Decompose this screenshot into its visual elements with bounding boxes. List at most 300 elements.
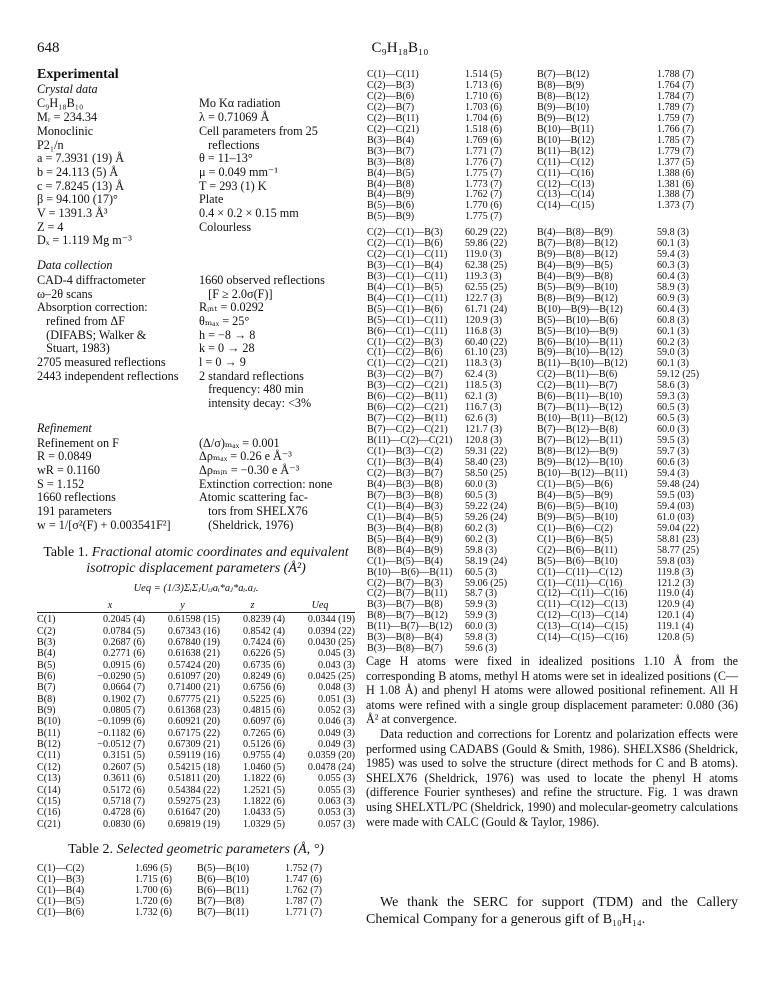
param-left: CAD-4 diffractometer — [37, 272, 146, 287]
geometry-value: 1.770 (6) — [465, 200, 503, 212]
geometry-value: 1.784 (7) — [657, 90, 695, 102]
geometry-value: 58.6 (3) — [657, 380, 689, 392]
table-cell: 0.049 (3) — [317, 727, 355, 739]
geometry-label: B(8)—B(12) — [537, 90, 590, 102]
table-row — [367, 546, 739, 557]
geometry-label: C(1)—B(5)—B(4) — [367, 555, 443, 567]
geometry-value: 59.5 (3) — [657, 435, 689, 447]
geometry-label: B(5)—C(1)—C(11) — [367, 314, 448, 326]
geometry-label: B(3)—C(1)—C(11) — [367, 270, 448, 282]
table1-formula: Ueq = (1/3)ΣᵢΣⱼUᵢⱼaᵢ*aⱼ*aᵢ.aⱼ. — [133, 583, 259, 594]
table-row — [37, 750, 355, 761]
geometry-label: C(1)—C(2)—B(6) — [367, 347, 443, 359]
geometry-label: C(2)—C(1)—B(3) — [367, 227, 443, 238]
table-cell: 1.0329 (5) — [242, 818, 285, 830]
param-left: ω–2θ scans — [37, 286, 93, 301]
table-cell: 0.0830 (6) — [102, 818, 145, 830]
geometry-label: B(4)—B(8)—B(9) — [537, 227, 613, 238]
geometry-value: 1.747 (6) — [285, 873, 323, 885]
geometry-value: 60.1 (3) — [657, 325, 689, 337]
geometry-value: 1.787 (7) — [285, 895, 323, 907]
geometry-value: 59.4 (3) — [657, 467, 689, 479]
atom-label: C(1) — [37, 614, 56, 626]
table-cell: 0.6735 (6) — [242, 659, 285, 671]
table-cell: 0.5126 (6) — [242, 739, 285, 751]
param-right: Δρₘᵢₙ = −0.30 e Å⁻³ — [199, 462, 300, 477]
param-left: 1660 reflections — [37, 490, 116, 505]
geometry-label: C(1)—C(2)—B(3) — [367, 336, 443, 348]
geometry-value: 1.771 (7) — [465, 145, 503, 157]
table1-rule — [37, 612, 355, 613]
running-title: C₉H₁₈B₁₀ — [371, 40, 429, 56]
geometry-label: C(11)—C(12) — [537, 156, 594, 168]
geometry-value: 119.8 (3) — [657, 566, 694, 578]
table1-header-row — [37, 600, 355, 611]
table-row — [367, 201, 739, 212]
geometry-value: 59.3 (3) — [657, 391, 689, 403]
param-row — [37, 125, 352, 139]
geometry-bonds — [367, 70, 739, 223]
geometry-value: 61.0 (03) — [657, 511, 695, 523]
param-row — [37, 491, 352, 505]
table-row — [37, 807, 355, 818]
geometry-label: B(10)—B(6)—B(11) — [367, 566, 453, 578]
param-right: θₘₐₓ = 25° — [199, 313, 250, 328]
geometry-label: C(2)—B(3) — [367, 79, 415, 91]
param-row — [37, 450, 352, 464]
param-left: Monoclinic — [37, 123, 94, 138]
param-left: 2443 independent reflections — [37, 368, 179, 383]
param-row — [37, 234, 352, 248]
geometry-label: B(4)—B(8) — [367, 178, 415, 190]
param-left: Z = 4 — [37, 219, 64, 234]
param-row — [37, 97, 352, 111]
atom-label: C(16) — [37, 807, 61, 819]
table-row — [37, 694, 355, 705]
geometry-value: 120.9 (3) — [465, 314, 503, 326]
geometry-label: C(1)—C(2) — [37, 863, 85, 874]
geometry-label: B(10)—B(12)—B(11) — [537, 467, 628, 479]
geometry-value: 60.40 (22) — [465, 336, 508, 348]
atom-label: B(10) — [37, 716, 61, 728]
param-row — [37, 111, 352, 125]
param-row — [37, 397, 352, 411]
body-text — [366, 654, 738, 829]
geometry-value: 1.789 (7) — [657, 101, 695, 113]
param-right: Mo Kα radiation — [199, 96, 281, 111]
geometry-label: B(9)—B(10)—B(12) — [537, 347, 623, 359]
table-cell: 0.6756 (6) — [242, 682, 285, 694]
geometry-value: 58.50 (25) — [465, 467, 508, 479]
geometry-label: B(7)—B(8)—B(12) — [537, 237, 618, 249]
table-row — [37, 626, 355, 637]
table-cell: 0.055 (3) — [317, 773, 355, 785]
table-cell: 0.0915 (6) — [102, 659, 145, 671]
param-left: w = 1/[σ²(F) + 0.003541F²] — [37, 517, 171, 532]
geometry-label: B(8)—B(7)—B(12) — [367, 610, 448, 622]
param-row — [37, 478, 352, 492]
geometry-label: C(1)—C(11)—C(12) — [537, 566, 623, 578]
geometry-label: C(11)—C(12)—C(13) — [537, 599, 628, 611]
geometry-value: 1.518 (6) — [465, 123, 503, 135]
table-cell: 1.1822 (6) — [242, 795, 285, 807]
atom-label: C(15) — [37, 795, 61, 807]
table-row — [367, 568, 739, 579]
geometry-label: B(6)—C(2)—C(21) — [367, 402, 448, 414]
geometry-value: 58.7 (3) — [465, 588, 497, 600]
table-row — [367, 212, 739, 223]
table-cell: 0.7424 (6) — [242, 637, 285, 649]
atom-label: B(9) — [37, 705, 56, 717]
table-cell: 0.60921 (20) — [167, 716, 220, 728]
geometry-label: B(3)—B(8)—B(7) — [367, 643, 443, 655]
param-right: frequency: 480 min — [199, 382, 304, 397]
table-row — [37, 908, 355, 919]
atom-label: C(21) — [37, 818, 61, 830]
geometry-value: 62.55 (25) — [465, 281, 508, 293]
table-cell: 0.7265 (6) — [242, 727, 285, 739]
geometry-label: B(10)—B(11) — [537, 123, 594, 135]
geometry-value: 119.1 (4) — [657, 621, 694, 633]
geometry-label: C(2)—B(6) — [367, 90, 415, 102]
param-right: Plate — [199, 192, 224, 207]
param-row — [37, 329, 352, 343]
table-cell: 0.0664 (7) — [102, 682, 145, 694]
geometry-value: 1.771 (7) — [285, 906, 323, 918]
geometry-value: 1.700 (6) — [135, 884, 173, 896]
table-cell: 1.0460 (5) — [242, 761, 285, 773]
geometry-value: 1.388 (6) — [657, 167, 695, 179]
atom-label: B(7) — [37, 682, 56, 694]
experimental-heading: Experimental — [37, 67, 119, 82]
atom-label: C(14) — [37, 784, 61, 796]
table-row — [367, 557, 739, 568]
geometry-label: C(2)—B(11)—B(6) — [537, 369, 618, 381]
geometry-label: C(1)—B(4)—B(3) — [367, 500, 443, 512]
geometry-value: 59.8 (3) — [465, 544, 497, 556]
geometry-label: B(7)—B(12)—B(11) — [537, 435, 623, 447]
table-row — [367, 169, 739, 180]
table-row — [37, 716, 355, 727]
geometry-label: C(2)—C(1)—C(11) — [367, 248, 448, 260]
param-row — [37, 437, 352, 451]
geometry-value — [657, 212, 739, 223]
geometry-value: 1.377 (5) — [657, 156, 695, 168]
param-row — [37, 315, 352, 329]
table-cell: 0.67309 (21) — [167, 739, 220, 751]
geometry-value: 59.9 (3) — [465, 610, 497, 622]
param-row — [37, 519, 352, 533]
geometry-value: 62.1 (3) — [465, 391, 497, 403]
geometry-value: 120.9 (4) — [657, 599, 695, 611]
geometry-label: B(3)—B(4)—B(8) — [367, 522, 443, 534]
geometry-label: B(7)—B(11)—B(12) — [537, 402, 623, 414]
geometry-value: 60.0 (3) — [465, 621, 497, 633]
geometry-label: B(7)—B(12)—B(8) — [537, 424, 618, 436]
table-cell: 0.51811 (20) — [168, 773, 220, 785]
geometry-value: 121.7 (3) — [465, 424, 503, 436]
geometry-value: 60.2 (3) — [657, 336, 689, 348]
param-left: c = 7.8245 (13) Å — [37, 178, 125, 193]
geometry-label: B(5)—B(10)—B(6) — [537, 314, 618, 326]
atom-label: C(2) — [37, 625, 56, 637]
geometry-value: 119.0 (4) — [657, 588, 694, 600]
geometry-value: 120.1 (4) — [657, 610, 695, 622]
param-left: V = 1391.3 Å³ — [37, 206, 108, 221]
geometry-label: B(4)—C(1)—C(11) — [367, 292, 448, 304]
geometry-label: B(5)—C(1)—B(6) — [367, 303, 443, 315]
geometry-label: C(2)—B(6)—B(11) — [537, 544, 618, 556]
param-right: Atomic scattering fac- — [199, 490, 308, 505]
geometry-label: B(3)—C(2)—C(21) — [367, 380, 448, 392]
geometry-value: 1.704 (6) — [465, 112, 503, 124]
geometry-value: 59.86 (22) — [465, 237, 508, 249]
geometry-value: 59.4 (3) — [657, 248, 689, 260]
geometry-value: 59.8 (03) — [657, 555, 695, 567]
param-row — [37, 193, 352, 207]
table-cell: 1.2521 (5) — [242, 784, 285, 796]
geometry-label: C(2)—C(1)—B(6) — [367, 237, 443, 249]
geometry-value: 1.715 (6) — [135, 873, 173, 885]
atom-label: C(12) — [37, 761, 61, 773]
table-cell: 1.1822 (6) — [242, 773, 285, 785]
table-cell: 0.0394 (22) — [307, 625, 355, 637]
param-left — [37, 383, 199, 397]
geometry-value: 1.776 (7) — [465, 156, 503, 168]
geometry-value: 1.762 (7) — [285, 884, 323, 896]
geometry-label: B(6)—B(10) — [197, 873, 250, 885]
geometry-label: B(9)—B(5)—B(10) — [537, 511, 618, 523]
body-paragraph-2: Data reduction and corrections for Lorentz and polarization effects were performed using CADABS (Gould & Smith, 1986). SHELXS86 (Sheldrick, 1985) was used to solve the structure (direct methods for C and B atoms). SHELX76 (Sheldrick, 1976) was used to locate the phenyl H atoms (difference Fourier syntheses) and refine the structure. Fig. 1 was drawn using SHELXTL/PC (Sheldrick, 1990) and molecular-geometry calculations were made with CALC (Gould & Taylor, 1986). — [366, 726, 738, 829]
table1-caption-label: Table 1. — [43, 545, 89, 560]
param-right: μ = 0.049 mm⁻¹ — [199, 164, 279, 179]
table-cell: 0.0478 (24) — [307, 761, 355, 773]
data-collection-heading: Data collection — [37, 258, 113, 273]
geometry-value: 60.5 (3) — [657, 413, 689, 425]
geometry-label: C(2)—B(11) — [367, 112, 419, 124]
geometry-label: B(9)—B(12)—B(10) — [537, 457, 623, 469]
table-row — [367, 158, 739, 169]
geometry-value: 1.762 (7) — [465, 189, 503, 201]
geometry-label: C(13)—C(14) — [537, 189, 595, 201]
table-cell: 0.2045 (4) — [102, 614, 145, 626]
param-left: Dₓ = 1.119 Mg m⁻³ — [37, 233, 132, 248]
table-cell: 0.61638 (21) — [167, 648, 220, 660]
geometry-label: B(8)—B(12)—B(9) — [537, 446, 618, 458]
geometry-value: 1.785 (7) — [657, 134, 695, 146]
geometry-value: 1.775 (7) — [465, 211, 503, 223]
geometry-value: 1.773 (7) — [465, 178, 503, 190]
geometry-label: B(4)—B(5)—B(9) — [537, 489, 613, 501]
param-row — [37, 274, 352, 288]
table-cell: 0.046 (3) — [317, 716, 355, 728]
data-collection-list — [37, 274, 352, 411]
param-row — [37, 464, 352, 478]
table-cell: 0.1902 (7) — [102, 693, 145, 705]
table-cell: 0.0359 (20) — [307, 750, 355, 762]
geometry-label: B(11)—B(12) — [537, 145, 594, 157]
geometry-angles — [367, 228, 739, 655]
param-right: 1660 observed reflections — [199, 272, 325, 287]
geometry-label: B(10)—B(11)—B(12) — [537, 413, 628, 425]
param-row — [37, 139, 352, 153]
geometry-label: B(7)—B(12) — [537, 69, 590, 80]
table-cell: 0.052 (3) — [317, 705, 355, 717]
refinement-list — [37, 437, 352, 533]
geometry-label: C(1)—B(5) — [37, 895, 85, 907]
geometry-value: 58.19 (24) — [465, 555, 508, 567]
param-right: λ = 0.71069 Å — [199, 110, 270, 125]
table-cell: 0.71400 (21) — [167, 682, 220, 694]
page-number: 648 — [37, 40, 60, 56]
geometry-label: B(7)—B(11) — [197, 906, 249, 918]
geometry-label: C(1)—B(6)—C(2) — [537, 522, 613, 534]
table-row — [367, 305, 739, 316]
geometry-label: B(5)—B(10)—B(9) — [537, 325, 618, 337]
param-right: intensity decay: <3% — [199, 396, 312, 411]
geometry-value: 60.0 (3) — [657, 424, 689, 436]
geometry-label: C(2)—B(11)—B(7) — [537, 380, 618, 392]
geometry-label: B(3)—B(7)—B(8) — [367, 599, 443, 611]
table-row — [37, 660, 355, 671]
geometry-label: B(3)—B(8)—B(4) — [367, 632, 443, 644]
geometry-value: 59.6 (3) — [465, 643, 497, 655]
geometry-label: B(9)—B(8)—B(12) — [537, 248, 618, 260]
geometry-label: B(7)—B(8) — [197, 895, 245, 907]
table-row — [37, 648, 355, 659]
table-cell: 0.9755 (4) — [242, 750, 285, 762]
table-cell: 0.5718 (7) — [102, 795, 145, 807]
table-row — [37, 762, 355, 773]
table-row — [367, 327, 739, 338]
param-row — [37, 166, 352, 180]
param-left: S = 1.152 — [37, 476, 85, 491]
geometry-label: B(4)—B(5) — [367, 167, 415, 179]
table-cell: 0.063 (3) — [317, 795, 355, 807]
geometry-label: C(2)—B(7)—B(3) — [367, 577, 443, 589]
geometry-value: 116.7 (3) — [465, 402, 502, 414]
table-cell: 0.4815 (6) — [242, 705, 285, 717]
param-row — [37, 342, 352, 356]
param-right: h = −8 → 8 — [199, 327, 256, 342]
geometry-value: 59.0 (3) — [657, 347, 689, 359]
table-row — [367, 535, 739, 546]
geometry-value: 1.373 (7) — [657, 200, 695, 212]
geometry-label: B(3)—C(1)—B(4) — [367, 259, 443, 271]
geometry-label: C(2)—B(7) — [367, 101, 415, 113]
table2-caption — [37, 842, 355, 858]
table-cell: 0.0805 (7) — [102, 705, 145, 717]
geometry-label: B(6)—B(11)—B(10) — [537, 391, 623, 403]
geometry-label: C(1)—B(6) — [37, 906, 85, 918]
table-cell: 0.5172 (6) — [102, 784, 145, 796]
geometry-value: 60.9 (3) — [657, 292, 689, 304]
param-row — [37, 221, 352, 235]
table-row — [37, 796, 355, 807]
geometry-label: C(13)—C(14)—C(15) — [537, 621, 628, 633]
geometry-label: B(6)—C(1)—C(11) — [367, 325, 448, 337]
table-cell: 0.0784 (5) — [102, 625, 145, 637]
geometry-value: 60.4 (3) — [657, 270, 689, 282]
param-row — [37, 356, 352, 370]
table1-col-header: z — [250, 600, 255, 611]
param-right: θ = 11–13° — [199, 151, 253, 166]
table-cell: 0.8249 (6) — [242, 671, 285, 683]
geometry-value: 1.713 (6) — [465, 79, 503, 91]
geometry-label: C(12)—C(13) — [537, 178, 595, 190]
table-row — [367, 316, 739, 327]
geometry-label: B(7)—C(2)—B(11) — [367, 413, 448, 425]
table-cell: 0.57424 (20) — [167, 659, 220, 671]
geometry-label: B(6)—B(11) — [197, 884, 249, 896]
param-right: Δρₘₐₓ = 0.26 e Å⁻³ — [199, 449, 292, 464]
table1-col-header: x — [107, 600, 113, 611]
table-row — [37, 773, 355, 784]
geometry-value: 60.8 (3) — [657, 314, 689, 326]
acknowledgement: We thank the SERC for support (TDM) and the Callery Chemical Company for a generous gift of B₁₀H₁₄. — [366, 895, 738, 927]
geometry-value: 59.8 (3) — [657, 227, 689, 238]
geometry-value: 60.2 (3) — [465, 522, 497, 534]
param-right: l = 0 → 9 — [199, 355, 246, 370]
param-left: b = 24.113 (5) Å — [37, 164, 119, 179]
param-row — [37, 301, 352, 315]
atom-label: B(6) — [37, 671, 56, 683]
geometry-label: B(11)—B(10)—B(12) — [537, 358, 628, 370]
geometry-value: 118.3 (3) — [465, 358, 502, 370]
param-right: Colourless — [199, 219, 252, 234]
param-right — [199, 234, 352, 248]
table-cell: 0.61368 (23) — [167, 705, 220, 717]
table-cell: 0.6097 (6) — [242, 716, 285, 728]
body-paragraph-1: Cage H atoms were fixed in idealized positions 1.10 Å from the corresponding B atoms, methyl H atoms were set in idealized positions (C—H 1.08 Å) and phenyl H atoms were allowed positional refinement. All H atoms were refined with a single group displacement parameter: 0.080 (36) Å² at convergence. — [366, 654, 738, 727]
geometry-value: 1.514 (5) — [465, 69, 503, 80]
geometry-value: 59.8 (3) — [465, 632, 497, 644]
table-cell: 0.8239 (4) — [242, 614, 285, 626]
table-cell: 0.049 (3) — [317, 739, 355, 751]
param-left: 2705 measured reflections — [37, 355, 166, 370]
param-right: Rᵢₙₜ = 0.0292 — [199, 300, 264, 315]
geometry-value: 122.7 (3) — [465, 292, 503, 304]
geometry-label: B(4)—C(1)—B(5) — [367, 281, 443, 293]
experimental-section — [37, 68, 352, 533]
geometry-label: C(1)—C(11) — [367, 69, 419, 80]
geometry-value: 60.5 (3) — [657, 402, 689, 414]
geometry-label: C(1)—B(6)—B(5) — [537, 533, 613, 545]
geometry-value: 59.7 (3) — [657, 446, 689, 458]
table-cell: 0.057 (3) — [317, 818, 355, 830]
table-row — [37, 671, 355, 682]
atom-label: C(11) — [37, 750, 61, 762]
geometry-label: B(6)—C(2)—B(11) — [367, 391, 448, 403]
geometry-value: 116.8 (3) — [465, 325, 502, 337]
geometry-value: 1.769 (6) — [465, 134, 503, 146]
geometry-value: 60.6 (3) — [657, 457, 689, 469]
geometry-value: 59.48 (24) — [657, 478, 700, 490]
table-row — [37, 819, 355, 830]
table-cell: 0.2771 (6) — [102, 648, 145, 660]
param-left: C₉H₁₈B₁₀ — [37, 96, 84, 111]
geometry-label: B(6)—B(5)—B(10) — [537, 500, 618, 512]
geometry-value: 1.752 (7) — [285, 863, 323, 874]
geometry-value: 60.1 (3) — [657, 237, 689, 249]
table-row — [367, 147, 739, 158]
table-cell: 0.5225 (6) — [242, 693, 285, 705]
table2-caption-label: Table 2. — [68, 842, 114, 857]
geometry-value: 62.38 (25) — [465, 259, 508, 271]
param-row — [37, 288, 352, 302]
geometry-label: B(3)—C(2)—B(7) — [367, 369, 443, 381]
geometry-value: 1.788 (7) — [657, 69, 695, 80]
